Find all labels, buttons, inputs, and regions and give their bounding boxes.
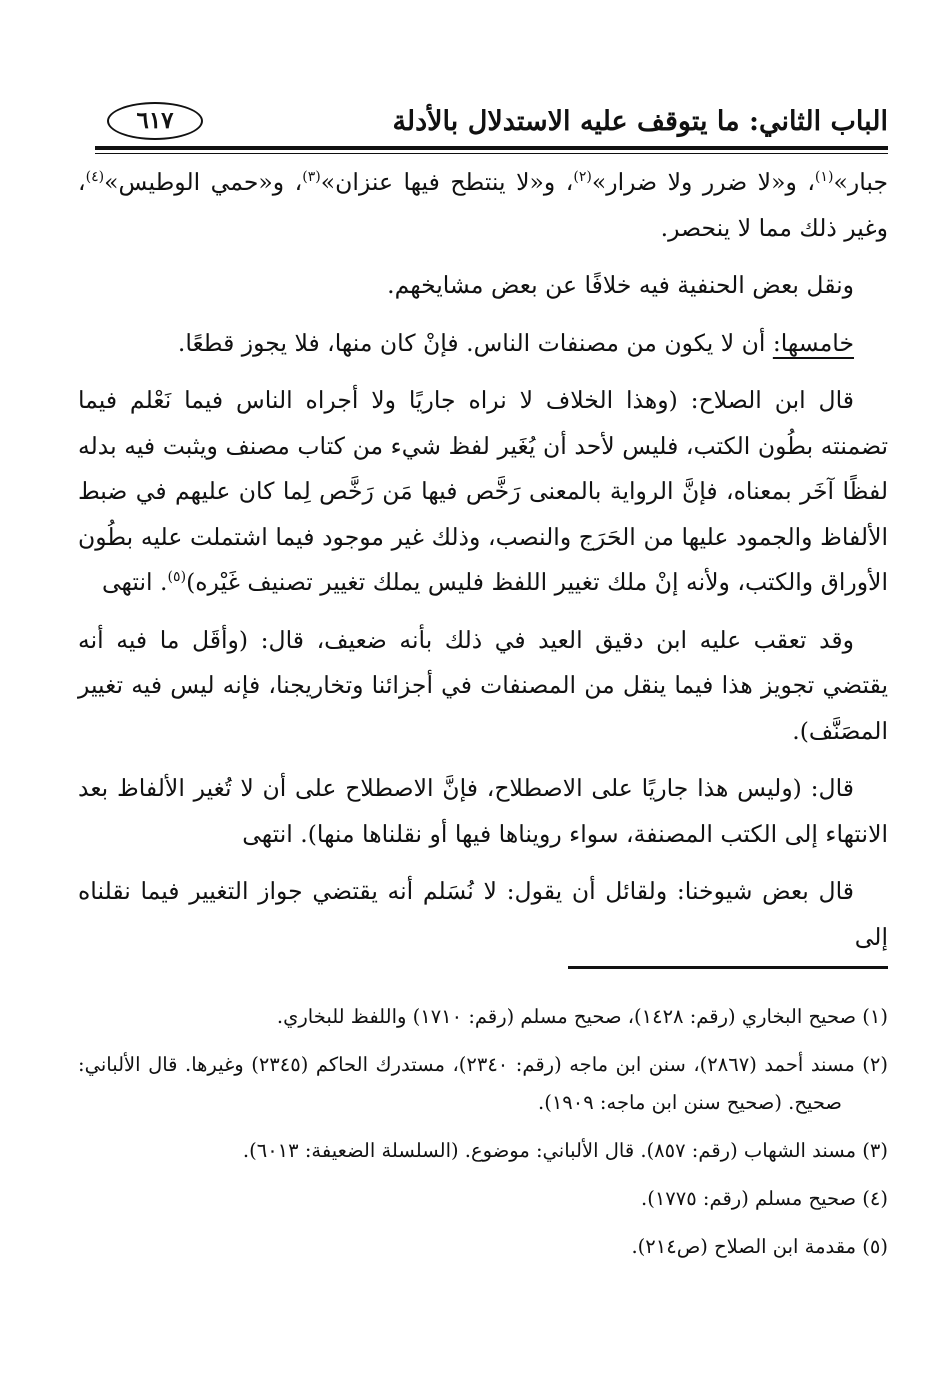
paragraph-1: [78, 160, 888, 251]
paragraph-2: ونقل بعض الحنفية فيه خلافًا عن بعض مشايخهم.: [387, 271, 854, 299]
page-header: [95, 100, 888, 144]
p1-text-2: ، و«لا ضرر ولا ضرار»: [591, 168, 815, 196]
footnote-4: (٤) صحيح مسلم (رقم: ١٧٧٥).: [641, 1187, 888, 1210]
p1-text-4: ، و«حمي الوطيس»: [104, 168, 303, 196]
main-text: [78, 160, 888, 972]
p1-text-5: ، وغير ذلك مما لا ينحصر.: [78, 168, 888, 242]
footnote-3: (٣) مسند الشهاب (رقم: ٨٥٧). قال الألباني: موضوع. (السلسلة الضعيفة: ٦٠١٣).: [242, 1139, 888, 1162]
p4-text: قال ابن الصلاح: (وهذا الخلاف لا نراه جاريًا ولا أجراه الناس فيما نَعْلم فيما تضمنته بطُون الكتب، فليس لأحد أن يُغَير لفظ شيء من كتاب مصنف ويثبت فيه بدله لفظًا آخَر بمعناه، فإنَّ الرواية بالمعنى رَخَّص فيها مَن رَخَّص لِما كان عليهم في ضبط الألفاظ والجمود عليها من الحَرَج والنصب، وذلك غير موجود فيما اشتملت عليه بطُون الأوراق والكتب، ولأنه إنْ ملك تغيير اللفظ فليس يملك تغيير تصنيف غَيْره): [78, 386, 888, 596]
page-number: ٦١٧: [107, 102, 203, 140]
p1-text-1: جبار»: [833, 168, 889, 196]
section-label: خامسها:: [772, 328, 854, 357]
running-title: الباب الثاني: ما يتوقف عليه الاستدلال بالأدلة: [392, 106, 888, 137]
paragraph-7: قال بعض شيوخنا: ولقائل أن يقول: لا نُسَلم أنه يقتضي جواز التغيير فيما نقلناه إلى: [78, 877, 888, 951]
header-rule-thin: [95, 153, 888, 154]
footnote-ref-1: (١): [814, 169, 834, 186]
paragraph-6: قال: (وليس هذا جاريًا على الاصطلاح، فإنَّ الاصطلاح على أن لا تُغير الألفاظ بعد الانتهاء إلى الكتب المصنفة، سواء رويناها فيها أو نقلناها منها). انتهى: [78, 774, 888, 848]
p4-tail: . انتهى: [101, 568, 168, 596]
footnote-separator: [568, 966, 888, 969]
footnote-ref-3: (٣): [302, 169, 321, 186]
footnote-ref-4: (٤): [85, 169, 105, 186]
paragraph-3: [78, 321, 888, 367]
footnote-ref-5: (٥): [167, 569, 187, 586]
header-rule-thick: [95, 146, 888, 150]
footnotes: [78, 998, 888, 1276]
footnote-ref-2: (٢): [573, 169, 592, 186]
paragraph-4: [78, 378, 888, 606]
paragraph-5: وقد تعقب عليه ابن دقيق العيد في ذلك بأنه ضعيف، قال: (وأقَل ما فيه أنه يقتضي تجويز هذا فيما ينقل من المصنفات في أجزائنا وتخاريجنا، فإنه ليس فيه تغيير المصَنَّف).: [78, 625, 888, 745]
footnote-5: (٥) مقدمة ابن الصلاح (ص٢١٤).: [631, 1235, 888, 1258]
footnote-1: (١) صحيح البخاري (رقم: ١٤٢٨)، صحيح مسلم (رقم: ١٧١٠) واللفظ للبخاري.: [276, 1005, 888, 1028]
p1-text-3: ، و«لا ينتطح فيها عنزان»: [320, 168, 574, 196]
p3-text: أن لا يكون من مصنفات الناس. فإنْ كان منها، فلا يجوز قطعًا.: [177, 328, 773, 357]
footnote-2: (٢) مسند أحمد (٢٨٦٧)، سنن ابن ماجه (رقم: ٢٣٤٠)، مستدرك الحاكم (٢٣٤٥) وغيرها. قال الألباني: صحيح. (صحيح سنن ابن ماجه: ١٩٠٩).: [78, 1053, 888, 1114]
